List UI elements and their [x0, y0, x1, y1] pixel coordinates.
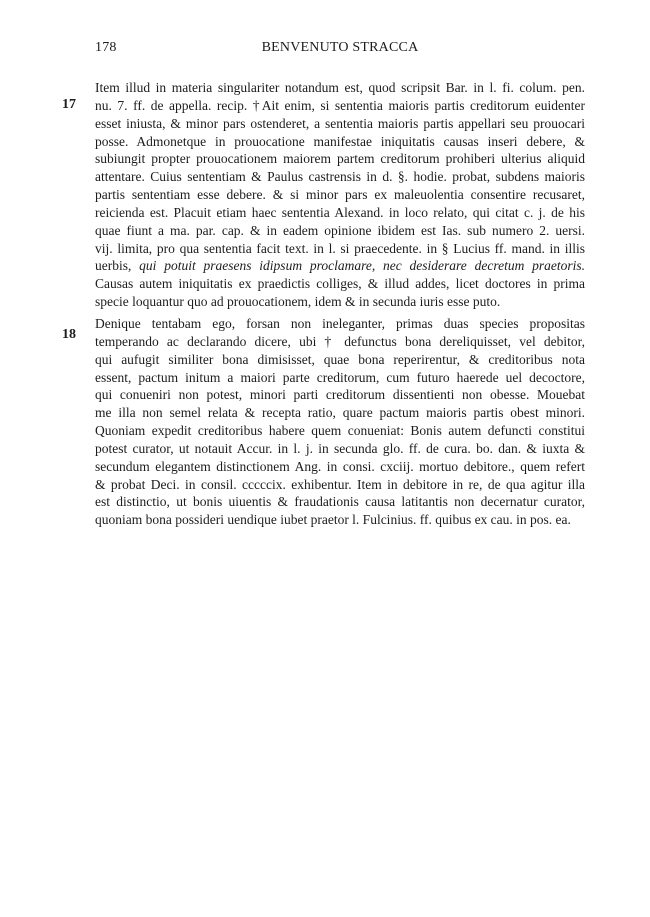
text-fragment: uerbis,	[95, 258, 140, 274]
text-line: vij. limita, pro qua sententia facit text. in l. si praecedente. in § Lucius ff. mand. in illis	[95, 240, 585, 256]
text-line: specie loquantur quo ad prouocationem, idem & in secunda iuris esse puto.	[95, 294, 501, 310]
text-line: Causas autem iniquitatis ex praedictis colliges, & illud addes, licet doctores in prima	[95, 276, 585, 292]
text-line: qui aufugit similiter bona dimisisset, quae bona reperirentur, & creditoribus nota	[95, 351, 585, 367]
paragraph-1	[95, 79, 585, 311]
text-line: & probat Deci. in consil. cccccix. exhibentur. Item in debitore in re, de qua agitur illa	[95, 476, 585, 492]
text-line: partis sententiam esse debere. & si minor pars ex maleuolentia consentire recusaret,	[95, 187, 585, 203]
text-line: esset iniusta, & minor pars ostenderet, a sententia maioris partis appellari seu prouocari	[95, 115, 585, 131]
text-line: subiungit propter prouocationem maiorem partem creditorum prohiberi ulterius aliquid	[95, 151, 585, 167]
paragraph-2	[95, 315, 585, 529]
text-line: posse. Admonetque in prouocatione manifestae iniquitatis causas inseri debere, &	[95, 133, 585, 149]
margin-number-18: 18	[62, 327, 76, 342]
text-line: essent, pactum initum a maiori parte creditorum, cum futuro haerede uel decoctore,	[95, 369, 585, 385]
text-line: Item illud in materia singulariter notandum est, quod scripsit Bar. in l. fi. colum. pen.	[95, 80, 585, 95]
margin-number-17: 17	[62, 97, 76, 112]
page-number: 178	[95, 40, 117, 55]
running-title: BENVENUTO STRACCA	[261, 40, 419, 55]
text-line: est distinctio, ut bonis uiuentis & fraudationis causa latitantis non decernatur curator,	[95, 494, 585, 510]
text-line: temperando ac declarando dicere, ubi † defunctus bona dereliquisset, vel debitor,	[95, 333, 585, 349]
text-line: me illa non semel relata & recepta ratio, quare pactum maioris partis obest minori.	[95, 405, 585, 421]
text-line: Quoniam expedit creditoribus habere quem conueniat: Bonis autem defuncti constitui	[95, 423, 585, 439]
italic-quote: qui potuit praesens idipsum proclamare, nec desiderare decretum praetoris.	[139, 258, 585, 274]
text-line: reicienda est. Placuit etiam haec sententia Alexand. in loco relato, qui citat c. j. de his	[95, 204, 585, 220]
text-line: nu. 7. ff. de appella. recip. †Ait enim, si sententia maioris partis creditorum euidenter	[95, 97, 585, 113]
page-header	[95, 40, 585, 56]
body-text	[95, 79, 585, 533]
text-line-with-quote	[95, 257, 585, 275]
text-line: quae fiunt a ma. par. cap. & in eadem opinione ibidem est Ias. sub numero 2. uersi.	[95, 222, 585, 238]
text-line: secundum elegantem distinctionem Ang. in consi. cxciij. mortuo debitore., quem refert	[95, 458, 585, 474]
text-line: attentare. Cuius sententiam & Paulus castrensis in d. §. hodie. probat, subdens maioris	[95, 169, 585, 185]
text-line: quoniam bona possideri uendique iubet praetor l. Fulcinius. ff. quibus ex cau. in pos. ea.	[95, 512, 571, 528]
text-line: Denique tentabam ego, forsan non ineleganter, primas duas species propositas	[95, 315, 585, 331]
text-line: potest curator, ut notauit Accur. in l. j. in secunda glo. ff. de cura. bo. dan. & iuxta &	[95, 440, 585, 456]
text-line: qui conueniri non potest, minori parti creditorum dissentienti non obesse. Mouebat	[95, 387, 585, 403]
